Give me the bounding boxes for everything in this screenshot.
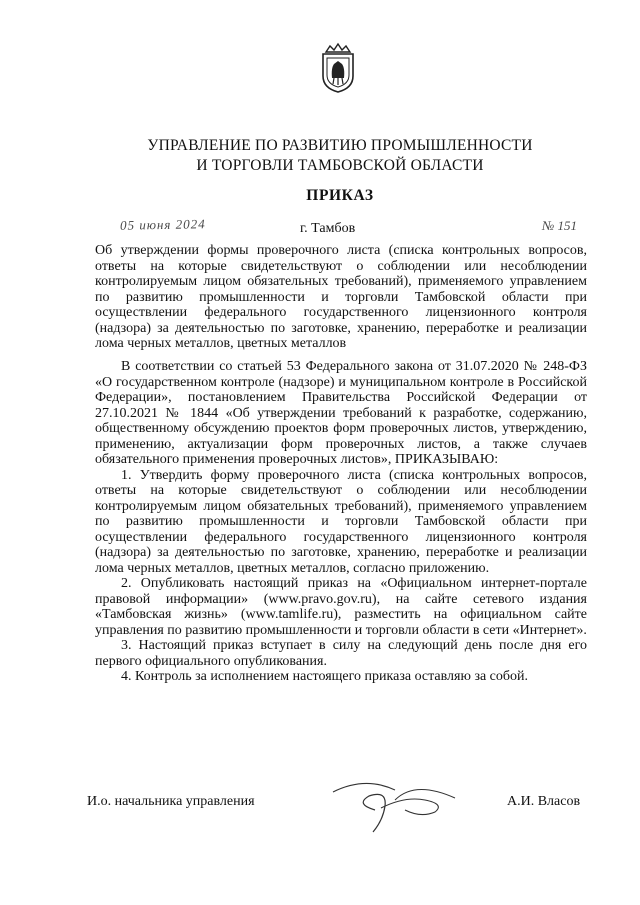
handwritten-date: 05 июня 2024: [119, 216, 206, 233]
tambov-coat-of-arms-icon: [318, 42, 358, 94]
preamble-paragraph: В соответствии со статьей 53 Федерального закона от 31.07.2020 № 248-ФЗ «О государственном контроле (надзоре) и муниципальном контроле в Российской Федерации», постановлением Правительства Российской Федерации от 27.10.2021 № 1844 «Об утверждении требований к разработке, содержанию, общественному обсуждению проектов форм проверочных листов, утверждению, применению, актуализации форм проверочных листов, а также случаев обязательного применения проверочных листов», ПРИКАЗЫВАЮ:: [95, 359, 587, 467]
signatory-position: И.о. начальника управления: [87, 794, 255, 809]
city: г. Тамбов: [300, 221, 356, 236]
handwritten-signature-icon: [325, 770, 465, 840]
item-4-paragraph: 4. Контроль за исполнением настоящего приказа оставляю за собой.: [121, 669, 529, 684]
document-type: ПРИКАЗ: [306, 187, 374, 204]
organization-name: [120, 136, 560, 176]
order-subject: Об утверждении формы проверочного листа (списка контрольных вопросов, ответы на которые свидетельствуют о соблюдении или несоблюдении контролируемым лицом обязательных требований), применяемого управлением по развитию промышленности и торговли Тамбовской области при осуществлении федерального государственного лицензионного контроля (надзора) за деятельностью по заготовке, хранению, переработке и реализации лома черных металлов, цветных металлов: [95, 243, 587, 351]
signatory-name: А.И. Власов: [507, 794, 581, 809]
org-line-1: УПРАВЛЕНИЕ ПО РАЗВИТИЮ ПРОМЫШЛЕННОСТИ: [147, 137, 533, 154]
order-body: [95, 359, 587, 685]
item-3-paragraph: 3. Настоящий приказ вступает в силу на следующий день после дня его первого официального опубликования.: [95, 638, 587, 669]
item-2-paragraph: 2. Опубликовать настоящий приказ на «Официальном интернет-портале правовой информации» (www.pravo.gov.ru), на сайте сетевого издания «Тамбовская жизнь» (www.tamlife.ru), разместить на официальном сайте управления по развитию промышленности и торговли области в сети «Интернет».: [95, 576, 587, 638]
item-1-paragraph: 1. Утвердить форму проверочного листа (списка контрольных вопросов, ответы на которые свидетельствуют о соблюдении или несоблюдении контролируемым лицом обязательных требований), применяемого управлением по развитию промышленности и торговли Тамбовской области при осуществлении федерального государственного лицензионного контроля (надзора) за деятельностью по заготовке, хранению, переработке и реализации лома черных металлов, цветных металлов, согласно приложению.: [95, 467, 587, 576]
handwritten-number: № 151: [542, 218, 578, 233]
org-line-2: И ТОРГОВЛИ ТАМБОВСКОЙ ОБЛАСТИ: [196, 157, 484, 174]
